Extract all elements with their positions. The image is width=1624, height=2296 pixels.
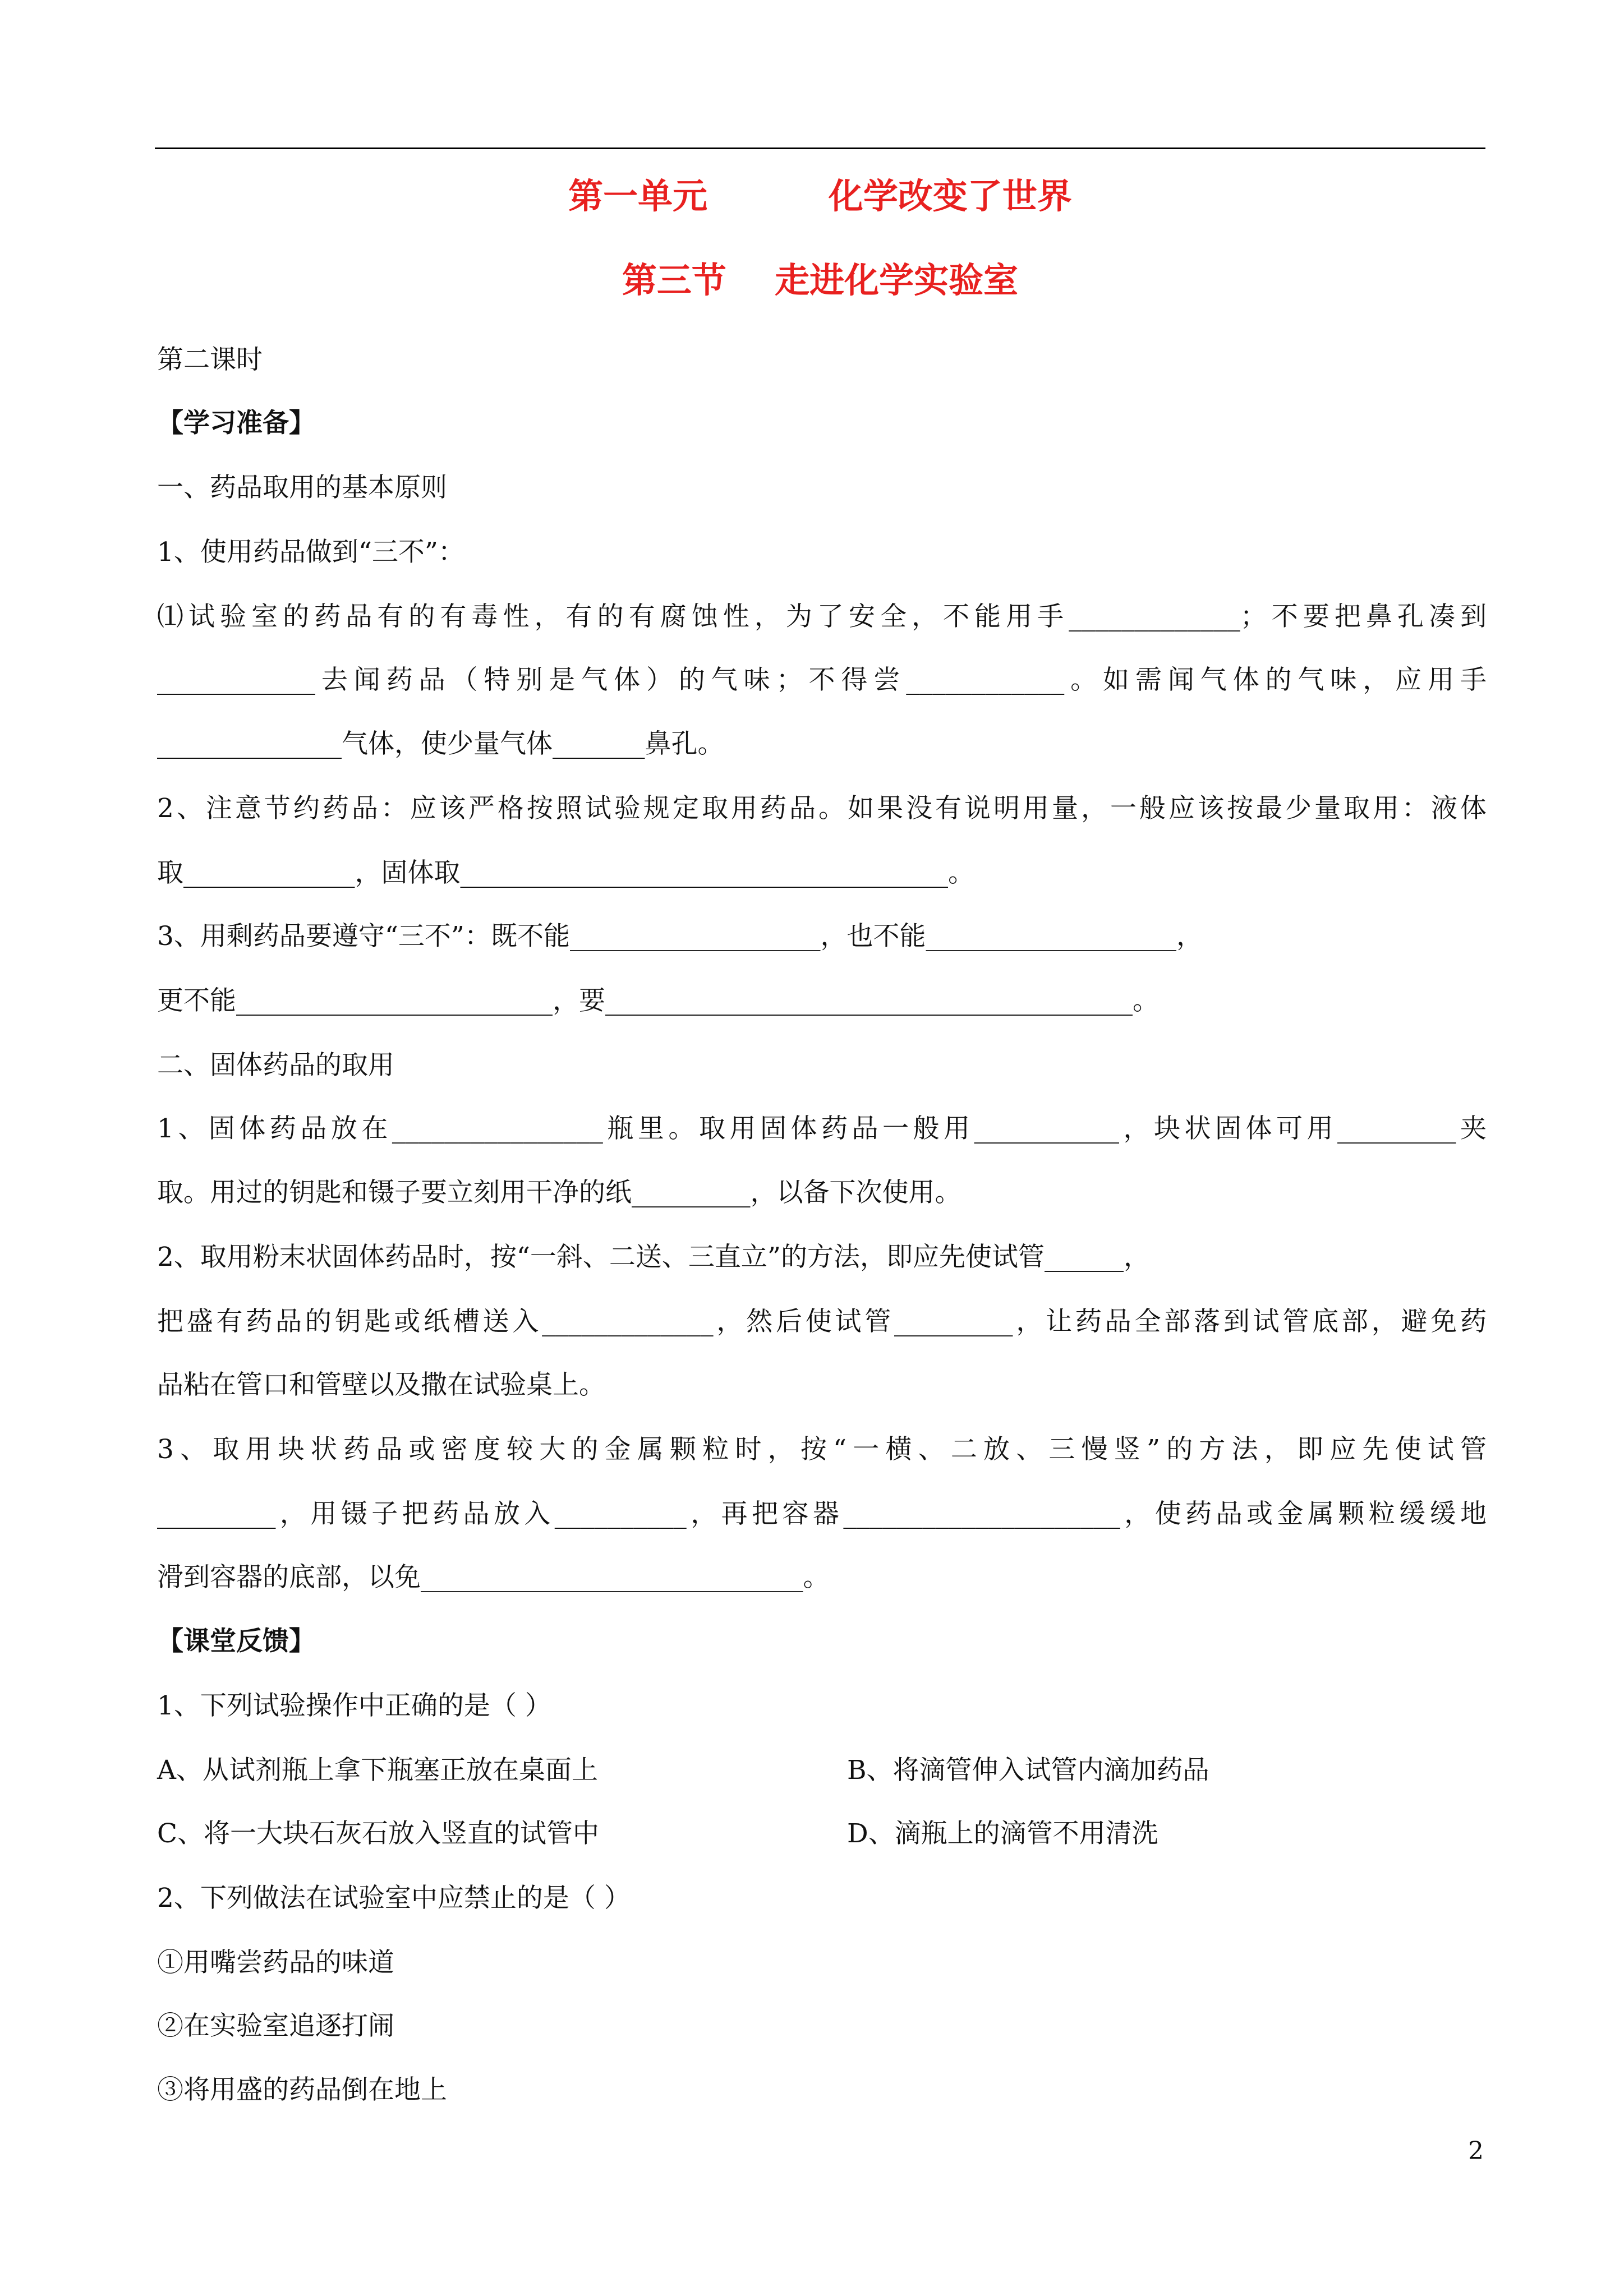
q2-item-3: ③将用盛的药品倒在地上 xyxy=(157,2074,447,2105)
prep-heading: 【学习准备】 xyxy=(157,408,315,439)
text-line: 更不能________________________，要________________________________________。 xyxy=(157,985,1159,1016)
text-line: 1、使用药品做到“三不”： xyxy=(157,537,464,568)
text-line: ______________气体，使少量气体_______鼻孔。 xyxy=(157,729,724,759)
part2-title: 二、固体药品的取用 xyxy=(157,1050,394,1081)
q2-item-1: ①用嘴尝药品的味道 xyxy=(157,1947,394,1978)
option-c: C、将一大块石灰石放入竖直的试管中 xyxy=(157,1818,599,1849)
feedback-heading: 【课堂反馈】 xyxy=(157,1626,315,1657)
text-line: 取_____________，固体取_____________________________________。 xyxy=(157,857,974,888)
text-line: ____________去闻药品（特别是气体）的气味；不得尝____________。如需闻气体的气味，应用手 xyxy=(157,665,1487,695)
text-line: 品粘在管口和管壁以及撒在试验桌上。 xyxy=(157,1370,605,1400)
text-line: 取。用过的钥匙和镊子要立刻用干净的纸_________，以备下次使用。 xyxy=(157,1177,961,1208)
q2-item-2: ②在实验室追逐打闹 xyxy=(157,2011,394,2041)
page-number: 2 xyxy=(1468,2137,1484,2165)
unit-title: 第一单元 化学改变了世界 xyxy=(568,176,1072,216)
text-line: 2、取用粉末状固体药品时，按“一斜、二送、三直立”的方法，即应先使试管______， xyxy=(157,1242,1150,1273)
text-line: 2、注意节约药品：应该严格按照试验规定取用药品。如果没有说明用量，一般应该按最少量取用：液体 xyxy=(157,793,1487,824)
lesson-label: 第二课时 xyxy=(157,344,263,375)
question-1: 1、下列试验操作中正确的是（ ） xyxy=(157,1690,551,1721)
option-a: A、从试剂瓶上拿下瓶塞正放在桌面上 xyxy=(157,1755,598,1786)
text-line: 滑到容器的底部，以免_____________________________。 xyxy=(157,1562,830,1593)
text-line: 3、取用块状药品或密度较大的金属颗粒时，按“一横、二放、三慢竖”的方法，即应先使试管 xyxy=(157,1434,1487,1465)
text-line: 3、用剩药品要遵守“三不”：既不能___________________，也不能___________________， xyxy=(157,921,1203,952)
part1-title: 一、药品取用的基本原则 xyxy=(157,472,447,503)
option-d: D、滴瓶上的滴管不用清洗 xyxy=(847,1818,1158,1849)
header-rule xyxy=(155,147,1485,149)
text-line: 1、固体药品放在________________瓶里。取用固体药品一般用___________，块状固体可用_________夹 xyxy=(157,1113,1487,1144)
text-line: _________，用镊子把药品放入__________，再把容器_____________________，使药品或金属颗粒缓缓地 xyxy=(157,1499,1487,1529)
question-2: 2、下列做法在试验室中应禁止的是（ ） xyxy=(157,1883,631,1914)
text-line: ⑴试验室的药品有的有毒性，有的有腐蚀性，为了安全，不能用手_____________；不要把鼻孔凑到 xyxy=(157,601,1487,632)
option-b: B、将滴管伸入试管内滴加药品 xyxy=(847,1755,1209,1786)
text-line: 把盛有药品的钥匙或纸槽送入_____________，然后使试管_________，让药品全部落到试管底部，避免药 xyxy=(157,1306,1487,1337)
section-title: 第三节 走进化学实验室 xyxy=(622,260,1019,301)
